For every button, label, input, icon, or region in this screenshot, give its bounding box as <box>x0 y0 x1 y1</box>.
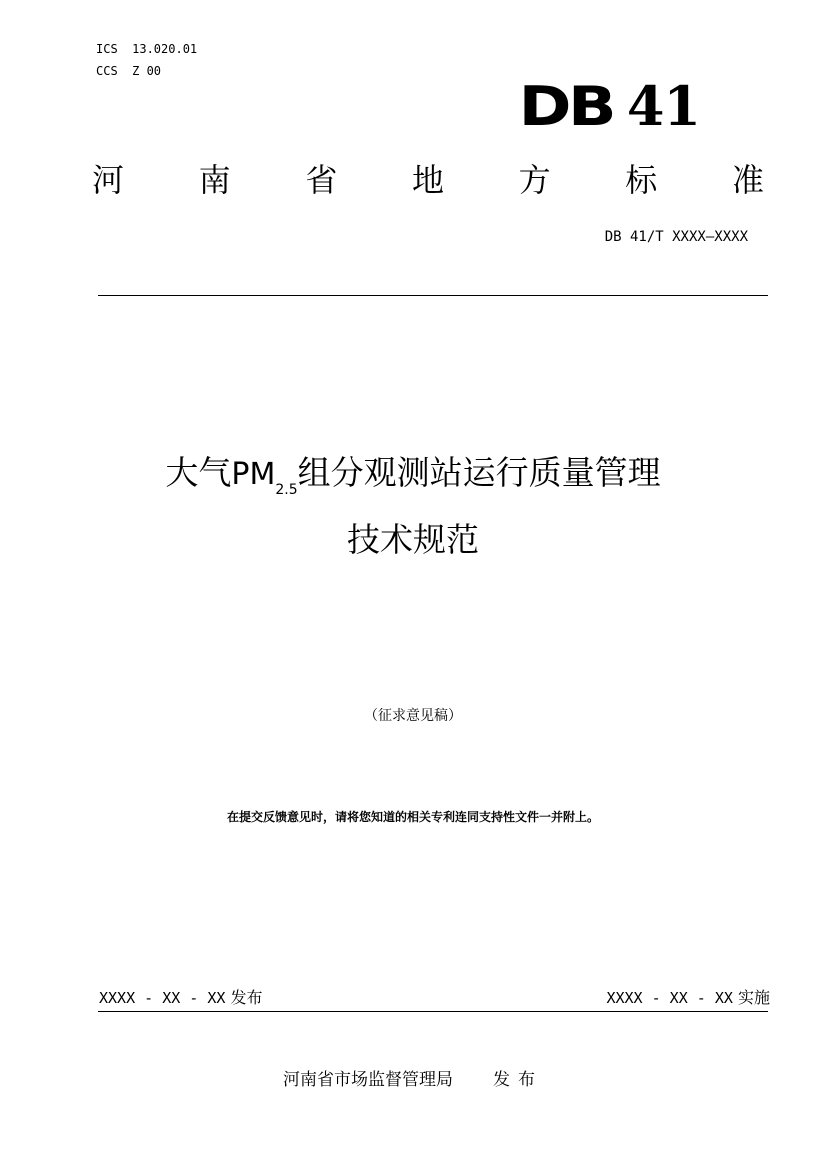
db-logo <box>518 74 700 138</box>
standard-type-char: 省 <box>305 161 338 199</box>
logo-number: 41 <box>626 74 700 138</box>
standard-type-char: 河 <box>92 161 125 199</box>
document-title <box>0 448 826 565</box>
issuer-name: 河南省市场监督管理局 <box>283 1070 453 1090</box>
title-line-1 <box>0 448 826 515</box>
standard-number: DB 41/T XXXX—XXXX <box>604 229 748 245</box>
standard-type-heading <box>92 158 764 202</box>
standard-type-char: 地 <box>411 161 444 199</box>
bottom-divider <box>98 1011 768 1012</box>
standard-type-char: 方 <box>518 161 551 199</box>
title-pm: PM <box>231 457 276 492</box>
publish-date: XXXX - XX - XX <box>99 989 226 1007</box>
standard-type-char: 南 <box>198 161 231 199</box>
title-line-2: 技术规范 <box>347 520 479 559</box>
logo-db-text: DB <box>518 75 613 138</box>
issuer-verb: 发布 <box>493 1070 543 1090</box>
top-divider <box>98 295 768 296</box>
issuer-line <box>0 1068 826 1092</box>
implement-date-line <box>606 987 770 1009</box>
title-part-2: 组分观测站运行质量管理 <box>297 453 661 492</box>
ics-code: ICS 13.020.01 <box>96 42 198 56</box>
draft-label: （征求意见稿） <box>364 708 462 724</box>
ccs-code: CCS Z 00 <box>96 64 162 78</box>
standard-type-char: 准 <box>731 161 764 199</box>
standard-type-char: 标 <box>625 161 658 199</box>
publish-label: 发布 <box>230 988 263 1007</box>
title-part-1: 大气 <box>165 453 232 492</box>
patent-notice: 在提交反馈意见时，请将您知道的相关专利连同支持性文件一并附上。 <box>226 810 599 824</box>
publish-date-line <box>99 987 263 1009</box>
implement-date: XXXX - XX - XX <box>606 989 733 1007</box>
implement-label: 实施 <box>737 988 770 1007</box>
title-subscript: 2.5 <box>275 482 298 498</box>
